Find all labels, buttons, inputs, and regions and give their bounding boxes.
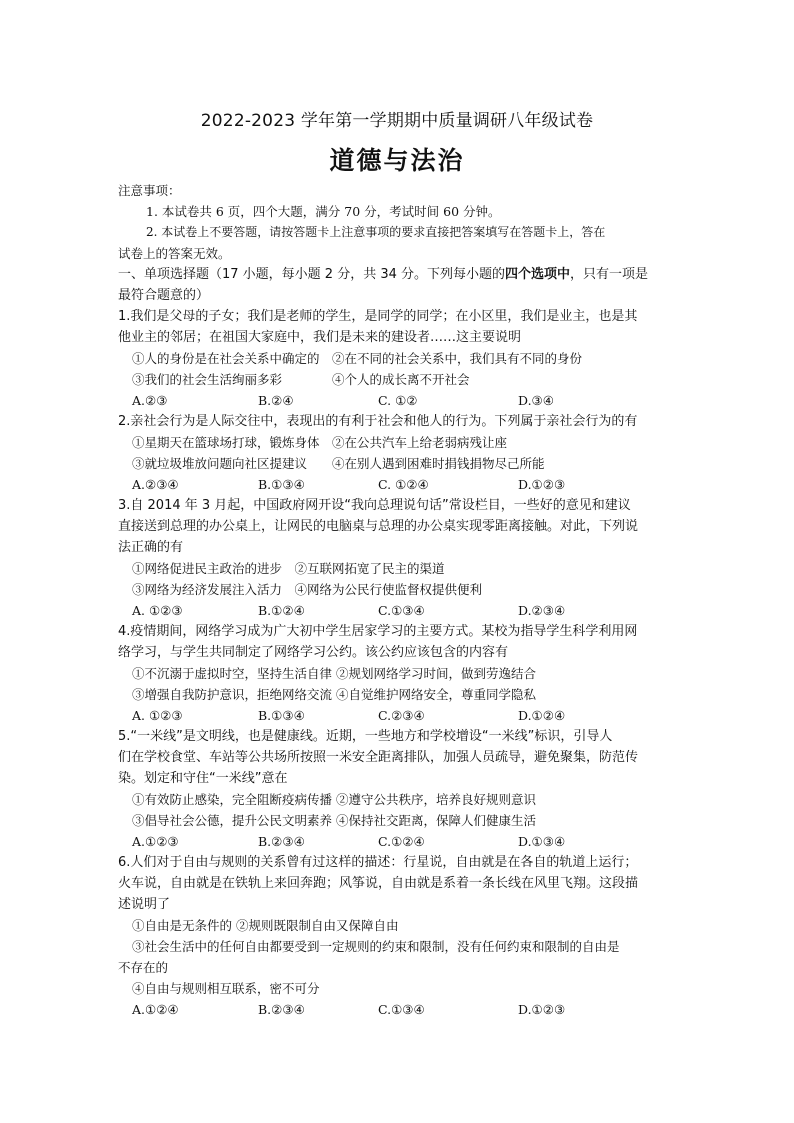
question-stem-line: 法正确的有 [118,540,184,555]
question-options [118,600,678,621]
option-d: D.②③④ [518,603,566,618]
notice-item-2-line-1: 2. 本试卷上不要答题，请按答题卡上注意事项的要求直接把答案填写在答题卡上，答在 [146,225,606,239]
option-b: B.②④ [258,393,294,408]
question-stem-line: 他业主的邻居；在祖国大家庭中，我们是未来的建设者……这主要说明 [118,330,522,345]
question-statement: 不存在的 [118,960,169,975]
exam-content [118,180,678,1020]
question-stem-line: 3.自 2014 年 3 月起，中国政府网开设“我向总理说句话”常设栏目，一些好的意见和建议 [118,498,631,513]
option-c: C. ①② [378,393,418,408]
question-statement: ③增强自我防护意识，拒绝网络交流 ④自觉维护网络安全，尊重同学隐私 [132,687,536,702]
question-statement: ①有效防止感染，完全阻断疫病传播 ②遵守公共秩序，培养良好规则意识 [132,792,536,807]
question-options [118,390,678,411]
option-b: B.①③④ [258,708,305,723]
option-d: D.①③④ [518,834,566,849]
question-statement: ①不沉溺于虚拟时空，坚持生活自律 ②规划网络学习时间，做到劳逸结合 [132,666,536,681]
question-options [118,705,678,726]
notice-item-2-line-2: 试卷上的答案无效。 [118,246,231,261]
section-heading-post: ，只有一项是 [570,267,649,282]
option-a: A.②③ [132,393,168,408]
section-heading-bold: 四个选项中 [505,267,571,282]
section-heading-pre: 一、单项选择题（17 小题，每小题 2 分，共 34 分。下列每小题的 [118,267,506,282]
option-c: C. ①②④ [378,477,429,492]
option-a: A.①②④ [132,1002,179,1017]
question-statement: ③社会生活中的任何自由都要受到一定规则的约束和限制，没有任何约束和限制的自由是 [132,939,620,954]
notice-item-1: 1. 本试卷共 6 页，四个大题，满分 70 分，考试时间 60 分钟。 [146,204,501,219]
question-stem-line: 们在学校食堂、车站等公共场所按照一米安全距离排队，加强人员疏导，避免聚集，防范传 [118,750,639,765]
question-5 [118,726,678,852]
question-statement: ①自由是无条件的 ②规则既限制自由又保障自由 [132,918,399,933]
question-statement: ①网络促进民主政治的进步 ②互联网拓宽了民主的渠道 [132,561,445,576]
option-b: B.①②④ [258,603,305,618]
option-b: B.①③④ [258,477,305,492]
question-statement: ③网络为经济发展注入活力 ④网络为公民行使监督权提供便利 [132,582,483,597]
question-stem-line: 述说明了 [118,897,171,912]
option-d: D.①②③ [518,1002,566,1017]
question-statement: ①星期天在篮球场打球，锻炼身体 ②在公共汽车上给老弱病残让座 [132,435,508,450]
option-d: D.③④ [518,393,554,408]
option-a: A. ①②③ [132,708,183,723]
section-heading-line-1 [118,264,678,285]
question-statement: ③倡导社会公德，提升公民文明素养 ④保持社交距离，保障人们健康生活 [132,813,536,828]
question-stem-line: 火车说，自由就是在铁轨上来回奔跑；风筝说，自由就是系着一条长线在风里飞翔。这段描 [118,876,639,891]
question-1 [118,306,678,411]
question-stem-line: 络学习，与学生共同制定了网络学习公约。该公约应该包含的内容有 [118,645,509,660]
option-d: D.①②④ [518,708,566,723]
notice-heading: 注意事项： [118,183,181,198]
question-6 [118,852,678,1020]
section-heading-line-2: 最符合题意的） [118,288,210,303]
question-stem-line: 4.疫情期间，网络学习成为广大初中学生居家学习的主要方式。某校为指导学生科学利用网 [118,624,638,639]
question-options [118,999,678,1020]
question-options [118,831,678,852]
question-2 [118,411,678,495]
question-statement: ③我们的社会生活绚丽多彩 ④个人的成长离不开社会 [132,372,470,387]
question-stem-line: 染。划定和守住“一米线”意在 [118,771,288,786]
exam-title: 2022-2023 学年第一学期期中质量调研八年级试卷 [200,111,594,131]
option-c: C.①③④ [378,603,425,618]
question-stem-line: 5.“一米线”是文明线，也是健康线。近期，一些地方和学校增设“一米线”标识，引导人 [118,729,613,744]
question-options [118,474,678,495]
question-stem-line: 2.亲社会行为是人际交往中，表现出的有利于社会和他人的行为。下列属于亲社会行为的有 [118,414,638,429]
question-3 [118,495,678,621]
question-statement: ①人的身份是在社会关系中确定的 ②在不同的社会关系中，我们具有不同的身份 [132,351,583,366]
option-b: B.②③④ [258,834,305,849]
option-a: A.②③④ [132,477,179,492]
option-a: A.①②③ [132,834,179,849]
question-4 [118,621,678,726]
question-stem-line: 6.人们对于自由与规则的关系曾有过这样的描述：行星说，自由就是在各自的轨道上运行； [118,855,638,870]
option-d: D.①②③ [518,477,566,492]
question-stem-line: 直接送到总理的办公桌上，让网民的电脑桌与总理的办公桌实现零距离接触。对此，下列说 [118,519,639,534]
option-c: C.①②④ [378,834,425,849]
option-b: B.②③④ [258,1002,305,1017]
subject-title: 道德与法治 [329,146,465,175]
option-c: C.①③④ [378,1002,425,1017]
question-stem-line: 1.我们是父母的子女；我们是老师的学生，是同学的同学；在小区里，我们是业主，也是其 [118,309,638,324]
option-a: A. ①②③ [132,603,183,618]
question-statement: ④自由与规则相互联系，密不可分 [132,981,320,996]
option-c: C.②③④ [378,708,425,723]
question-statement: ③就垃圾堆放问题向社区提建议 ④在别人遇到困难时捐钱捐物尽己所能 [132,456,545,471]
